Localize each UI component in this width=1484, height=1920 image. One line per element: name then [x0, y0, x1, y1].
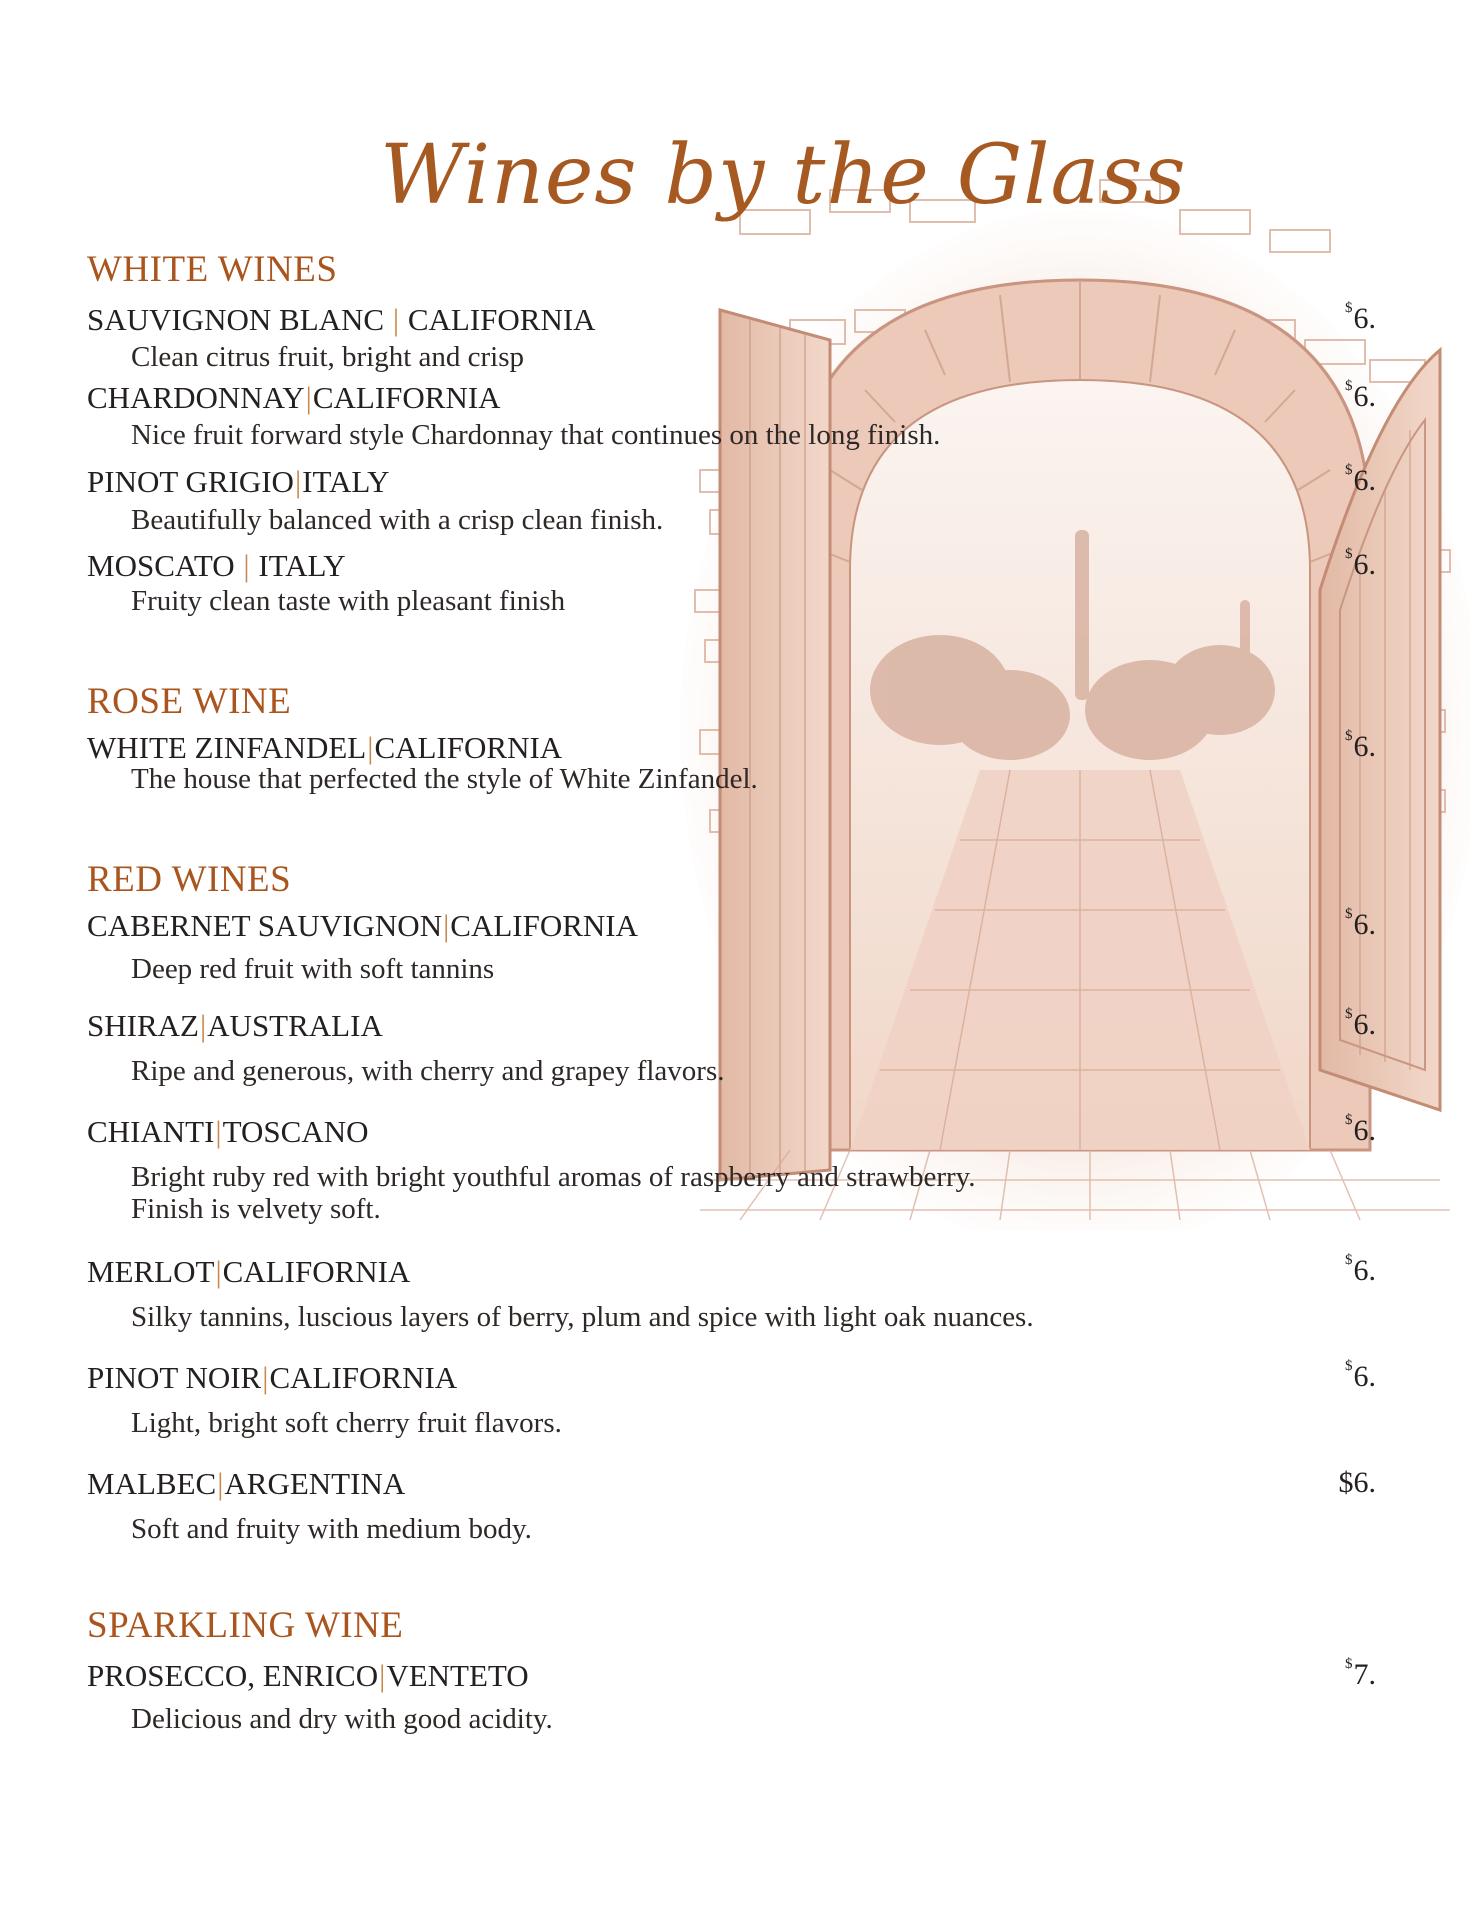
name-separator: | [217, 1466, 224, 1501]
page-title: Wines by the Glass [380, 128, 1187, 223]
wine-price-prosecco [1345, 1658, 1376, 1692]
wine-desc-pinot-noir: Light, bright soft cherry fruit flavors. [131, 1407, 562, 1439]
wine-name-sauvignon-blanc [87, 302, 596, 338]
wine-desc-sauvignon-blanc: Clean citrus fruit, bright and crisp [131, 341, 525, 373]
wine-varietal: PROSECCO, ENRICO [87, 1658, 379, 1693]
name-separator: | [385, 302, 407, 337]
name-separator: | [443, 908, 450, 943]
wine-region: CALIFORNIA [312, 380, 501, 415]
wine-region: CALIFORNIA [407, 302, 596, 337]
wine-region: CALIFORNIA [269, 1360, 458, 1395]
wine-desc-cabernet-sauvignon: Deep red fruit with soft tannins [131, 953, 495, 985]
price-value: 6. [1353, 1008, 1376, 1041]
currency-symbol: $ [1345, 300, 1353, 316]
wine-price-white-zinfandel [1345, 730, 1376, 764]
wine-name-chianti [87, 1114, 368, 1150]
name-separator: | [262, 1360, 269, 1395]
wine-varietal: MALBEC [87, 1466, 217, 1501]
name-separator: | [294, 464, 302, 499]
section-heading-red-wines: RED WINES [87, 859, 292, 900]
wine-desc-shiraz: Ripe and generous, with cherry and grapey flavors. [131, 1055, 725, 1087]
name-separator: | [379, 1658, 386, 1693]
wine-region: ITALY [302, 464, 390, 499]
wine-varietal: MOSCATO [87, 548, 235, 583]
wine-name-shiraz [87, 1008, 383, 1044]
wine-price-sauvignon-blanc [1345, 302, 1376, 336]
wine-varietal: PINOT NOIR [87, 1360, 262, 1395]
wine-name-pinot-grigio [87, 464, 390, 500]
wine-varietal: SHIRAZ [87, 1008, 199, 1043]
wine-desc-chardonnay: Nice fruit forward style Chardonnay that continues on the long finish. [131, 419, 941, 451]
wine-varietal: MERLOT [87, 1254, 215, 1289]
wine-region: CALIFORNIA [222, 1254, 411, 1289]
wine-price-chianti [1345, 1114, 1376, 1148]
wine-name-chardonnay [87, 380, 501, 416]
currency-symbol: $ [1345, 462, 1353, 478]
wine-desc-pinot-grigio: Beautifully balanced with a crisp clean finish. [131, 504, 664, 536]
currency-symbol: $ [1345, 1006, 1353, 1022]
wine-varietal: WHITE ZINFANDEL [87, 730, 367, 765]
wine-varietal: PINOT GRIGIO [87, 464, 294, 499]
wine-varietal: CABERNET SAUVIGNON [87, 908, 443, 943]
price-value: 7. [1353, 1658, 1376, 1691]
wine-name-pinot-noir [87, 1360, 457, 1396]
wine-region: TOSCANO [222, 1114, 369, 1149]
price-value: 6. [1353, 302, 1376, 335]
wine-name-malbec [87, 1466, 405, 1502]
wine-name-prosecco [87, 1658, 529, 1694]
currency-symbol: $ [1345, 1252, 1353, 1268]
currency-symbol: $ [1345, 1112, 1353, 1128]
price-value: 6. [1353, 464, 1376, 497]
name-separator: | [305, 380, 312, 415]
wine-name-merlot [87, 1254, 410, 1290]
price-value: 6. [1353, 380, 1376, 413]
name-separator: | [367, 730, 374, 765]
section-heading-rose-wine: ROSE WINE [87, 681, 292, 722]
wine-varietal: CHARDONNAY [87, 380, 305, 415]
currency-symbol: $ [1345, 378, 1353, 394]
name-separator: | [235, 548, 258, 583]
currency-symbol: $ [1345, 906, 1353, 922]
wine-desc-merlot: Silky tannins, luscious layers of berry, plum and spice with light oak nuances. [131, 1301, 1034, 1333]
wine-region: ITALY [258, 548, 346, 583]
price-value: $6. [1338, 1466, 1376, 1499]
wine-region: VENTETO [386, 1658, 529, 1693]
name-separator: | [215, 1114, 222, 1149]
wine-price-cabernet-sauvignon [1345, 908, 1376, 942]
currency-symbol: $ [1345, 1358, 1353, 1374]
wine-price-shiraz [1345, 1008, 1376, 1042]
wine-price-malbec [1338, 1466, 1377, 1500]
wine-price-pinot-noir [1345, 1360, 1376, 1394]
wine-varietal: CHIANTI [87, 1114, 215, 1149]
currency-symbol: $ [1345, 546, 1353, 562]
wine-name-white-zinfandel [87, 730, 562, 766]
wine-desc-prosecco: Delicious and dry with good acidity. [131, 1703, 553, 1735]
price-value: 6. [1353, 908, 1376, 941]
wine-name-cabernet-sauvignon [87, 908, 638, 944]
wine-desc-chianti-line2: Finish is velvety soft. [131, 1193, 381, 1225]
wine-desc-malbec: Soft and fruity with medium body. [131, 1513, 532, 1545]
wine-region: CALIFORNIA [450, 908, 639, 943]
wine-region: AUSTRALIA [207, 1008, 383, 1043]
price-value: 6. [1353, 1254, 1376, 1287]
price-value: 6. [1353, 548, 1376, 581]
wine-price-moscato [1345, 548, 1376, 582]
name-separator: | [199, 1008, 207, 1043]
section-heading-white-wines: WHITE WINES [87, 249, 338, 290]
wine-price-pinot-grigio [1345, 464, 1376, 498]
price-value: 6. [1353, 1114, 1376, 1147]
wine-price-merlot [1345, 1254, 1376, 1288]
section-heading-sparkling-wine: SPARKLING WINE [87, 1605, 404, 1646]
price-value: 6. [1353, 1360, 1376, 1393]
wine-desc-chianti: Bright ruby red with bright youthful aromas of raspberry and strawberry. [131, 1161, 976, 1193]
wine-region: ARGENTINA [224, 1466, 406, 1501]
name-separator: | [215, 1254, 222, 1289]
wine-varietal: SAUVIGNON BLANC [87, 302, 385, 337]
currency-symbol: $ [1345, 728, 1353, 744]
currency-symbol: $ [1345, 1656, 1353, 1672]
wine-desc-white-zinfandel: The house that perfected the style of White Zinfandel. [131, 763, 758, 795]
wine-region: CALIFORNIA [374, 730, 563, 765]
price-value: 6. [1353, 730, 1376, 763]
wine-price-chardonnay [1345, 380, 1376, 414]
wine-desc-moscato: Fruity clean taste with pleasant finish [131, 585, 566, 617]
wine-name-moscato [87, 548, 346, 584]
